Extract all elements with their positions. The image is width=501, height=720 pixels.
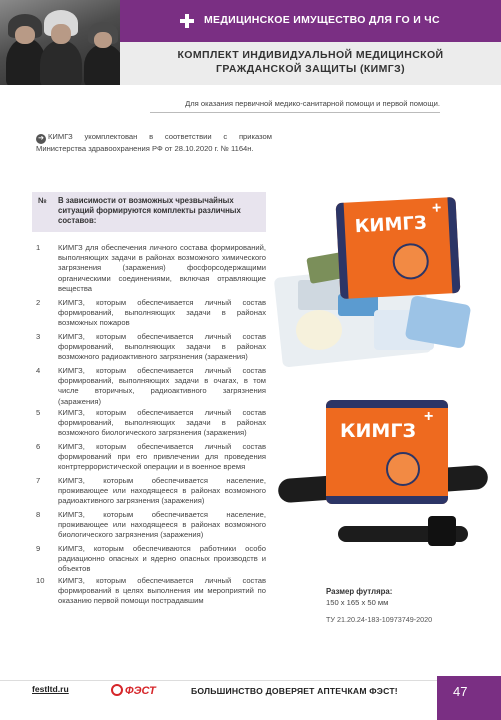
- bag-label: КИМГЗ: [340, 420, 416, 442]
- list-item-number: 2: [36, 298, 41, 307]
- list-item-text: КИМГЗ, которым обеспечивается личный состав формирований при его привлечении для проведения контртеррористической операции и в военное время: [58, 442, 266, 472]
- page-number-tab: [437, 676, 501, 720]
- list-item-text: КИМГЗ, которым обеспечивается население, проживающее или находящееся в районах возможного радиоактивного загрязнения (заражения): [58, 476, 266, 506]
- list-header-text: В зависимости от возможных чрезвычайных ситуаций формируются комплекты различных составов:: [58, 196, 241, 225]
- list-item-number: 5: [36, 408, 41, 417]
- tech-spec-code: ТУ 21.20.24-183-10973749-2020: [326, 615, 433, 624]
- plus-icon: +: [431, 199, 442, 218]
- medical-cross-icon: [180, 14, 194, 28]
- list-item-number: 3: [36, 332, 41, 341]
- list-item-number: 4: [36, 366, 41, 375]
- header-photo-rescuers: [0, 0, 120, 85]
- product-title-line1: КОМПЛЕКТ ИНДИВИДУАЛЬНОЙ МЕДИЦИНСКОЙ: [177, 49, 444, 61]
- list-item-number: 8: [36, 510, 41, 519]
- website-link[interactable]: festltd.ru: [32, 684, 69, 694]
- brand-name: ФЭСТ: [125, 685, 156, 697]
- emblem-icon: [386, 452, 420, 486]
- arrow-right-icon: ➔: [36, 134, 46, 144]
- list-item-text: КИМГЗ, которым обеспечивается личный состав формирований, выполняющих задачи в районах возможного биологического загрязнения (заражения): [58, 408, 266, 438]
- divider: [150, 112, 440, 113]
- regulation-note: [36, 132, 272, 155]
- list-header: [32, 192, 266, 232]
- list-item-text: КИМГЗ, которым обеспечиваются работники особо радиационно опасных и ядерно опасных производств и объектов: [58, 544, 266, 574]
- bag-on-belt-image: [278, 400, 488, 570]
- brand-logo: [111, 684, 156, 697]
- list-item-text: КИМГЗ, которым обеспечивается личный состав формирований, выполняющих задачи в районах возможного радиоактивного загрязнения (заражения): [58, 332, 266, 362]
- emblem-icon: [392, 242, 430, 280]
- brand-mark-icon: [111, 684, 123, 696]
- bag-label: КИМГЗ: [354, 212, 428, 238]
- kit-contents-image: [278, 190, 478, 380]
- list-header-num: №: [38, 196, 47, 205]
- list-item-number: 6: [36, 442, 41, 451]
- case-size-label: Размер футляра:: [326, 587, 393, 596]
- case-size-value: 150 х 165 х 50 мм: [326, 598, 389, 607]
- list-item-text: КИМГЗ, которым обеспечивается население, проживающее или находящееся в районах возможного биологического загрязнения (заражения): [58, 510, 266, 540]
- section-title: МЕДИЦИНСКОЕ ИМУЩЕСТВО ДЛЯ ГО И ЧС: [204, 14, 440, 26]
- product-title-line2: ГРАЖДАНСКОЙ ЗАЩИТЫ (КИМГЗ): [215, 63, 406, 75]
- regulation-note-text: КИМГЗ укомплектован в соответствии с приказом Министерства здравоохранения РФ от 28.10.2020 г. № 1164н.: [36, 132, 272, 153]
- product-title-band: [120, 42, 501, 85]
- footer-divider: [0, 680, 501, 681]
- slogan: БОЛЬШИНСТВО ДОВЕРЯЕТ АПТЕЧКАМ ФЭСТ!: [191, 686, 398, 696]
- list-item-number: 7: [36, 476, 41, 485]
- page-number: 47: [453, 684, 468, 699]
- plus-icon: +: [424, 408, 434, 425]
- list-item-text: КИМГЗ, которым обеспечивается личный состав формирований в целях выполнения им мероприятий по оказанию первой помощи пострадавшим: [58, 576, 266, 606]
- list-item-text: КИМГЗ для обеспечения личного состава формирований, выполняющих задачи в районах возможного химического загрязнения (заражения) фосфорсодержащими органическими соединениями, включая отравляющие вещества: [58, 243, 266, 293]
- purpose-text: Для оказания первичной медико-санитарной помощи и первой помощи.: [185, 99, 440, 108]
- list-item-number: 9: [36, 544, 41, 553]
- list-item-text: КИМГЗ, которым обеспечивается личный состав формирований, выполняющих задачи в районах возможных пожаров: [58, 298, 266, 328]
- list-item-number: 10: [36, 576, 45, 585]
- list-item-text: КИМГЗ, которым обеспечивается личный состав формирований, выполняющих задачи в очагах, в том числе вторичных, радиоактивного загрязнения (заражения): [58, 366, 266, 406]
- list-item-number: 1: [36, 243, 41, 252]
- section-header-bar: [120, 0, 501, 42]
